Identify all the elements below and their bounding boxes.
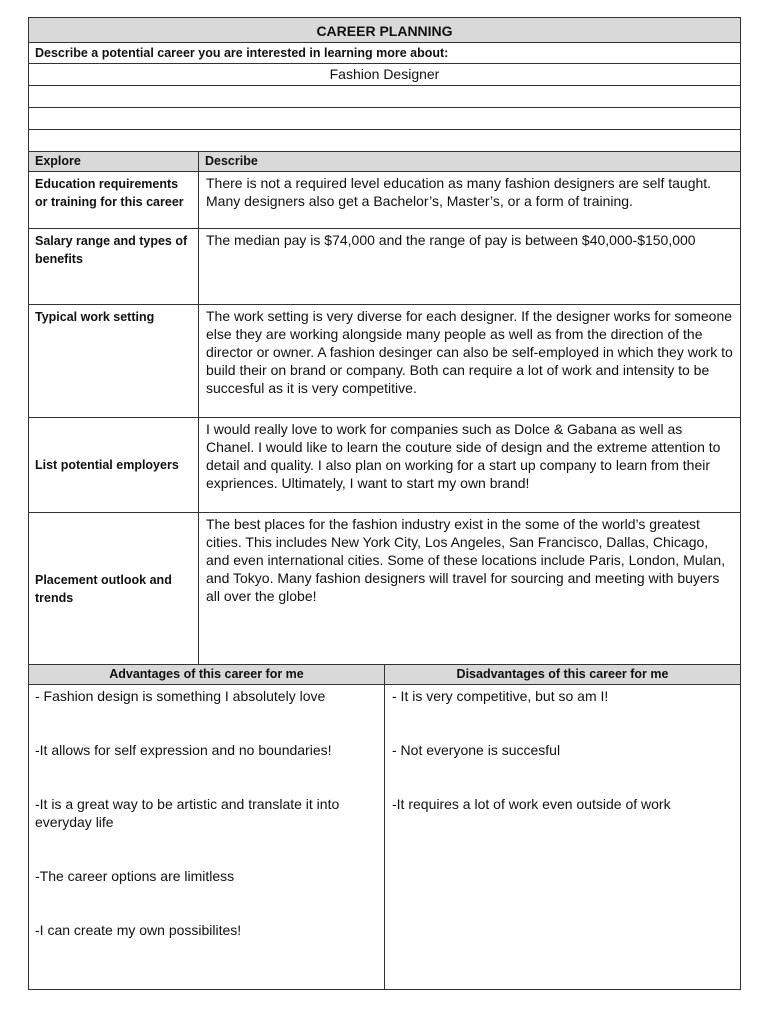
disadvantage-item: -It requires a lot of work even outside of work [392, 796, 671, 812]
disadvantage-item: - It is very competitive, but so am I! [392, 688, 609, 704]
explore-row-salary [28, 229, 741, 305]
explore-row-outlook [28, 513, 741, 665]
explore-row-label: Salary range and types of benefits [29, 229, 199, 304]
blank-line [28, 108, 741, 130]
advantage-item: -I can create my own possibilites! [35, 922, 242, 938]
disadvantages-header: Disadvantages of this career for me [456, 667, 669, 681]
career-answer: Fashion Designer [28, 64, 741, 86]
advantages-header: Advantages of this career for me [29, 665, 385, 684]
explore-header [28, 152, 741, 172]
explore-row-value: I would really love to work for companies such as Dolce & Gabana as well as Chanel. I would like to learn the couture side of design and the extreme attention to detail and quality. I also plan on working for a start up company to learn from their expriences. Ultimately, I want to start my own brand! [206, 421, 721, 491]
advantage-item: -It is a great way to be artistic and translate it into everyday life [35, 796, 340, 830]
explore-row-value: The median pay is $74,000 and the range of pay is between $40,000-$150,000 [206, 232, 696, 248]
explore-row-label: List potential employers [29, 418, 199, 512]
advantage-item: -The career options are limitless [35, 868, 235, 884]
form-title: CAREER PLANNING [28, 17, 741, 43]
explore-row-value: There is not a required level education as many fashion designers are self taught. Many designers also get a Bachelor’s, Master’s, or a form of training. [206, 175, 712, 209]
describe-header-label: Describe [205, 154, 258, 168]
career-prompt: Describe a potential career you are interested in learning more about: [28, 43, 741, 64]
disadvantages-list [385, 685, 740, 989]
blank-line [28, 86, 741, 108]
pros-cons-header [28, 665, 741, 685]
explore-row-education [28, 172, 741, 229]
pros-cons-body [28, 685, 741, 990]
career-planning-form [28, 17, 741, 990]
disadvantage-item: - Not everyone is succesful [392, 742, 561, 758]
advantage-item: - Fashion design is something I absolutely love [35, 688, 326, 704]
explore-row-label: Education requirements or training for this career [29, 172, 199, 228]
explore-header-label: Explore [29, 152, 199, 171]
blank-line [28, 130, 741, 152]
advantages-list [29, 685, 385, 989]
explore-row-work-setting [28, 305, 741, 418]
explore-row-label: Typical work setting [29, 305, 199, 417]
explore-row-value: The work setting is very diverse for each designer. If the designer works for someone else they are working alongside many people as well as from the direction of the director or owner. A fashion desinger can also be self-employed in which they work to build their on brand or company. Both can require a lot of work and intensity to be succesful as it is very competitive. [206, 308, 733, 396]
explore-row-value: The best places for the fashion industry exist in the some of the world’s greatest cities. This includes New York City, Los Angeles, San Francisco, Dallas, Chicago, and even international cities. Some of these locations include Paris, London, Mulan, and Tokyo. Many fashion designers will travel for sourcing and meeting with buyers all over the globe! [206, 516, 726, 604]
advantage-item: -It allows for self expression and no boundaries! [35, 742, 332, 758]
explore-row-employers [28, 418, 741, 513]
explore-row-label: Placement outlook and trends [29, 513, 199, 664]
